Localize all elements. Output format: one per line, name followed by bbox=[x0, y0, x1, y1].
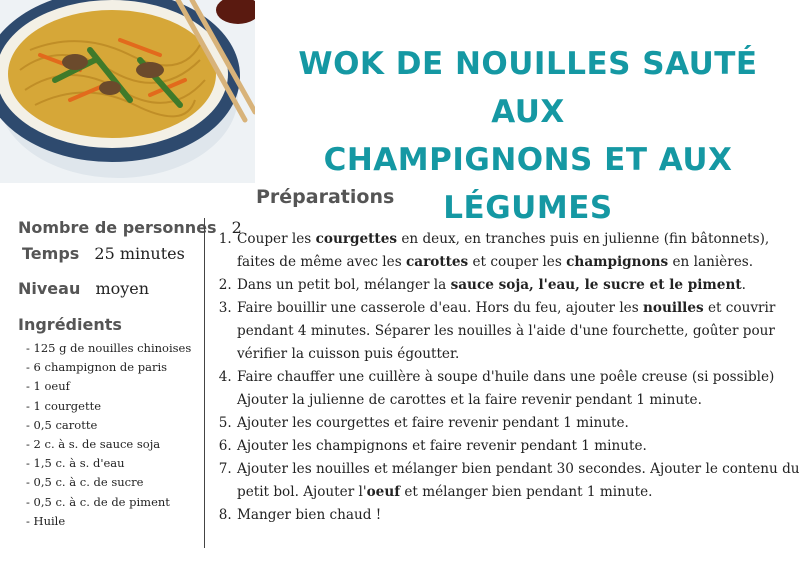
level-value: moyen bbox=[95, 279, 150, 298]
step-highlight: champignons bbox=[566, 254, 669, 270]
ingredient-item: - 0,5 c. à c. de sucre bbox=[26, 475, 144, 490]
step-text: Manger bien chaud ! bbox=[237, 507, 382, 523]
step-text: en lanières. bbox=[668, 254, 754, 270]
preparation-heading: Préparations bbox=[256, 186, 395, 208]
step-highlight: nouilles bbox=[643, 300, 704, 316]
step-text: et couvrir pendant 4 minutes. Séparer les nouilles à l'aide d'une fourchette, goûter pour vérifier la cuisson puis égoutter. bbox=[237, 300, 776, 362]
ingredient-item: - 0,5 c. à c. de de piment bbox=[26, 494, 170, 509]
ingredients-heading: Ingrédients bbox=[18, 315, 122, 334]
level-row bbox=[18, 279, 149, 298]
step-text: Ajouter les nouilles et mélanger bien pendant 30 secondes. Ajouter le contenu du petit bol. Ajouter l' bbox=[237, 461, 800, 500]
preparation-step bbox=[236, 435, 800, 458]
preparation-step bbox=[236, 458, 800, 504]
time-label: Temps bbox=[22, 244, 80, 263]
preparation-step bbox=[236, 366, 800, 412]
ingredient-item: - Huile bbox=[26, 513, 66, 528]
ingredients-list bbox=[26, 339, 191, 531]
ingredient-item: - 1 oeuf bbox=[26, 379, 70, 394]
ingredient-item: - 1,5 c. à s. d'eau bbox=[26, 456, 125, 471]
time-row bbox=[22, 244, 185, 263]
preparation-step bbox=[236, 412, 800, 435]
step-text: Ajouter les courgettes et faire revenir pendant 1 minute. bbox=[237, 415, 629, 431]
recipe-title-line-2: CHAMPIGNONS ET AUX LÉGUMES bbox=[323, 142, 733, 226]
preparation-step bbox=[236, 228, 800, 274]
servings-row bbox=[18, 218, 242, 237]
preparation-step bbox=[236, 504, 800, 527]
step-text: Dans un petit bol, mélanger la bbox=[237, 277, 451, 293]
ingredient-item: - 1 courgette bbox=[26, 398, 101, 413]
step-text: Ajouter les champignons et faire revenir pendant 1 minute. bbox=[237, 438, 647, 454]
step-text: en deux, en tranches puis en julienne (fin bâtonnets), faites de même avec les bbox=[237, 231, 770, 270]
step-highlight: courgettes bbox=[315, 231, 398, 247]
level-label: Niveau bbox=[18, 279, 81, 298]
preparation-step bbox=[236, 297, 800, 366]
servings-value: 2 bbox=[231, 218, 242, 237]
preparation-steps bbox=[222, 228, 800, 527]
ingredient-item: - 0,5 carotte bbox=[26, 417, 98, 432]
ingredient-item: - 6 champignon de paris bbox=[26, 360, 168, 375]
ingredient-item: - 2 c. à s. de sauce soja bbox=[26, 437, 161, 452]
servings-label: Nombre de personnes bbox=[18, 218, 217, 237]
step-highlight: carottes bbox=[406, 254, 469, 270]
step-text: Couper les bbox=[237, 231, 316, 247]
step-text: Faire chauffer une cuillère à soupe d'huile dans une poêle creuse (si possible) Ajouter la julienne de carottes et la faire revenir pendant 1 minute. bbox=[237, 369, 775, 408]
step-text: et couper les bbox=[468, 254, 567, 270]
noodle-bowl-photo bbox=[0, 0, 255, 183]
step-text: Faire bouillir une casserole d'eau. Hors du feu, ajouter les bbox=[237, 300, 644, 316]
step-text: et mélanger bien pendant 1 minute. bbox=[400, 484, 653, 500]
step-highlight: oeuf bbox=[366, 484, 401, 500]
recipe-title-line-1: WOK DE NOUILLES SAUTÉ AUX bbox=[298, 46, 758, 130]
step-text: . bbox=[741, 277, 746, 293]
ingredient-item: - 125 g de nouilles chinoises bbox=[26, 341, 192, 355]
step-highlight: sauce soja, l'eau, le sucre et le piment bbox=[450, 277, 742, 293]
time-value: 25 minutes bbox=[94, 244, 185, 263]
column-divider bbox=[204, 218, 205, 548]
preparation-step bbox=[236, 274, 800, 297]
